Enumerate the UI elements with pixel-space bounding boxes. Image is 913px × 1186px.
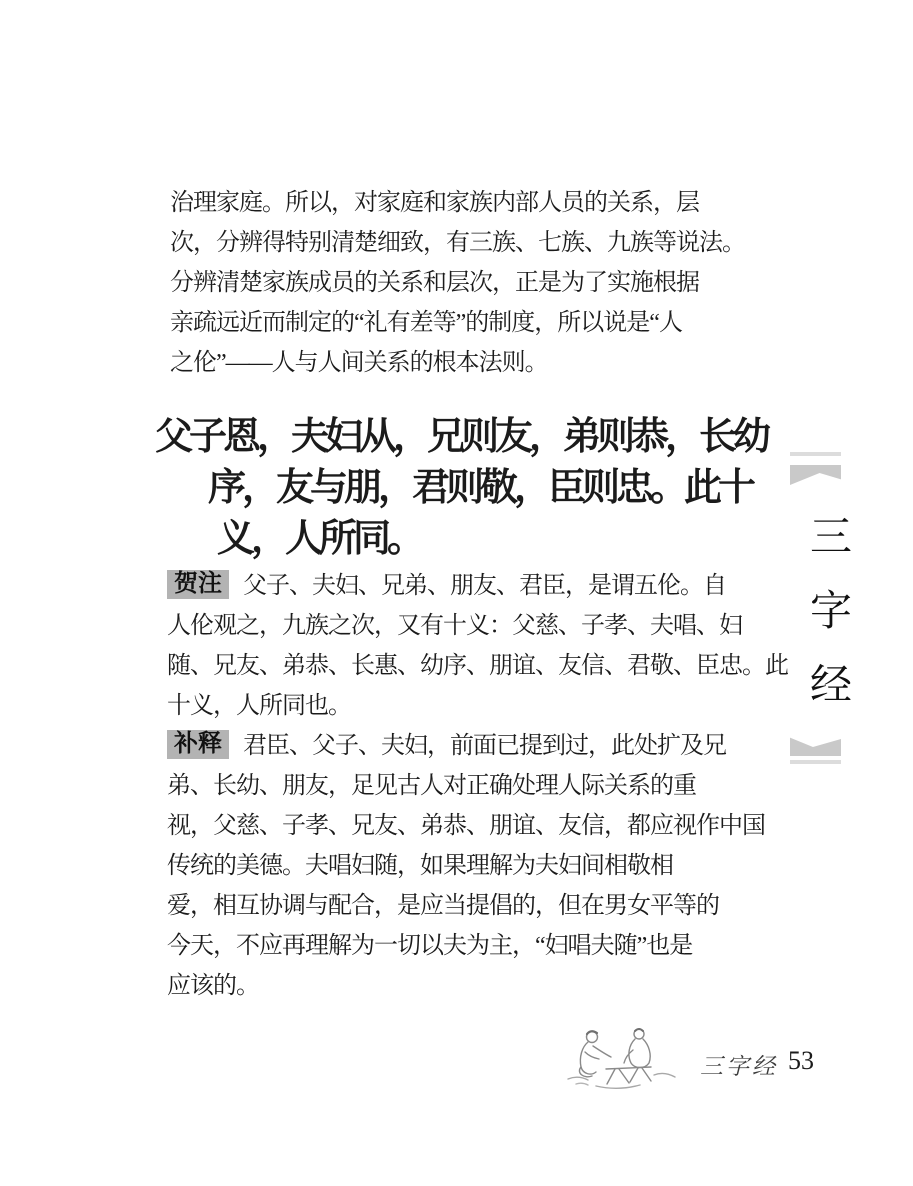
margin-ribbon-rule-bottom	[790, 760, 841, 764]
paragraph-line: 分辨清楚家族成员的关系和层次，正是为了实施根据	[170, 270, 699, 296]
verse-heading	[155, 412, 835, 565]
paragraph-line: 之伦”——人与人间关系的根本法则。	[170, 350, 548, 376]
annotation-line	[167, 726, 807, 766]
verse-line: 义，人所同。	[217, 518, 422, 560]
paragraph-line: 治理家庭。所以，对家庭和家族内部人员的关系，层	[170, 190, 699, 216]
annotation-line: 随、兄友、弟恭、长惠、幼序、朋谊、友信、君敬、臣忠。此	[167, 653, 788, 679]
verse-line: 父子恩，夫妇从，兄则友，弟则恭，长幼	[155, 416, 768, 458]
annotation-hezhu	[167, 566, 807, 726]
verse-line: 序，友与朋，君则敬，臣则忠。此十	[208, 467, 753, 509]
annotation-line: 传统的美德。夫唱妇随，如果理解为夫妇间相敬相	[167, 853, 673, 879]
margin-book-title: 三字经	[804, 514, 850, 736]
two-scholars-sketch-icon	[558, 1018, 688, 1096]
annotation-text: 父子、夫妇、兄弟、朋友、君臣，是谓五伦。自	[243, 573, 726, 599]
annotation-line: 人伦观之，九族之次，又有十义：父慈、子孝、夫唱、妇	[167, 613, 742, 639]
footer-illustration	[558, 1018, 688, 1101]
annotation-text: 君臣、父子、夫妇，前面已提到过，此处扩及兄	[243, 733, 726, 759]
page-number: 53	[788, 1046, 814, 1075]
margin-ribbon-rule-top	[790, 452, 841, 456]
annotation-bushi	[167, 726, 807, 1006]
annotation-line: 爱，相互协调与配合，是应当提倡的，但在男女平等的	[167, 893, 719, 919]
annotation-line: 十义，人所同也。	[167, 693, 351, 719]
paragraph-line: 亲疏远近而制定的“礼有差等”的制度，所以说是“人	[170, 310, 682, 336]
annotation-line: 视，父慈、子孝、兄友、弟恭、朋谊、友信，都应视作中国	[167, 813, 765, 839]
annotation-label-badge: 补释	[167, 730, 229, 759]
annotation-line: 今天，不应再理解为一切以夫为主，“妇唱夫随”也是	[167, 933, 693, 959]
annotation-line: 应该的。	[167, 973, 259, 999]
annotation-label-badge: 贺注	[167, 570, 229, 599]
annotation-line	[167, 566, 807, 606]
paragraph-line: 次，分辨得特别清楚细致，有三族、七族、九族等说法。	[170, 230, 745, 256]
annotation-line: 弟、长幼、朋友，足见古人对正确处理人际关系的重	[167, 773, 696, 799]
intro-paragraph	[170, 183, 790, 383]
footer-book-title: 三字经	[700, 1054, 778, 1079]
